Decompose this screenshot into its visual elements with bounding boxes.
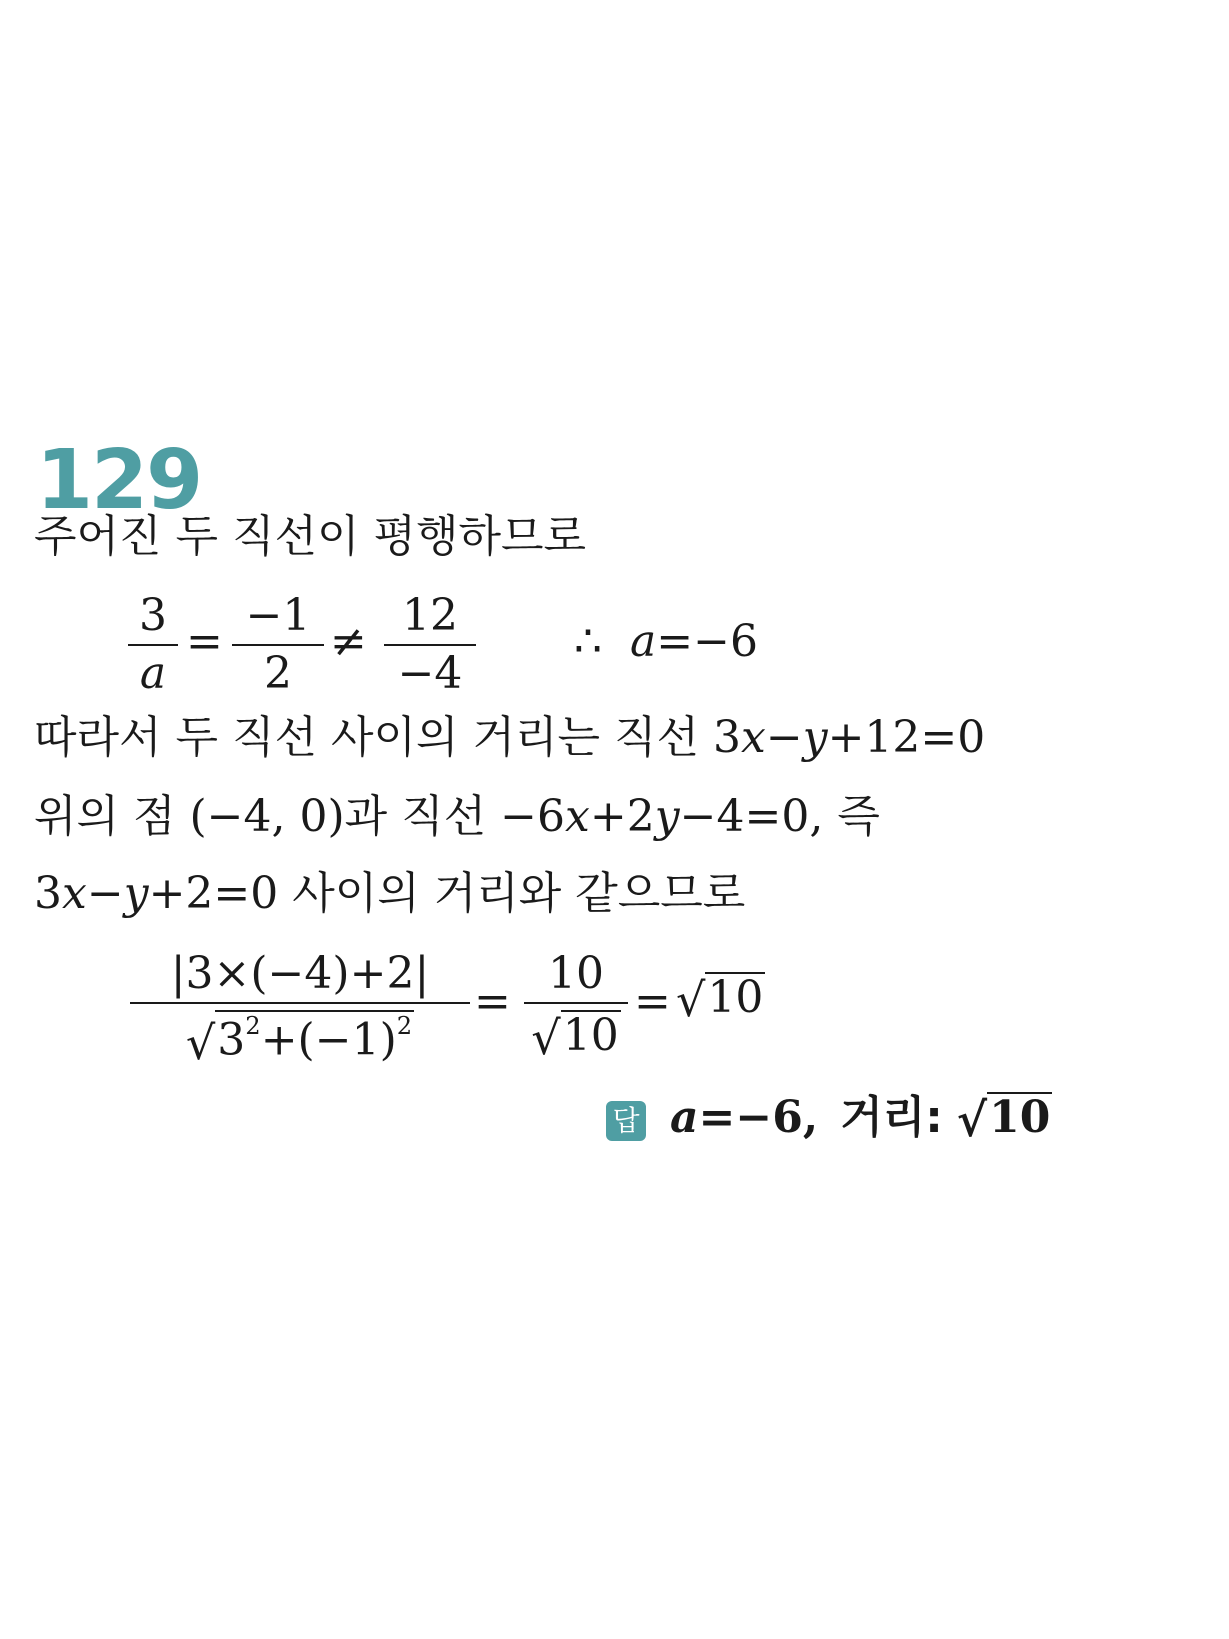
point-label: 위의 점	[34, 791, 176, 842]
fraction-numerator: 3	[139, 590, 167, 641]
result-a	[574, 616, 758, 667]
base: 3	[217, 1014, 246, 1066]
line-equation-1	[713, 712, 985, 763]
distance-text: 따라서 두 직선 사이의 거리는 직선	[34, 712, 699, 763]
coef: +2	[589, 791, 655, 842]
coef: 3	[713, 712, 741, 763]
var-y: y	[123, 868, 149, 919]
therefore-symbol: ∴	[574, 616, 602, 667]
answer-distance-label: 거리:	[840, 1092, 943, 1143]
sqrt-expression	[531, 1010, 620, 1065]
exponent: 2	[245, 1012, 261, 1040]
var-x: x	[741, 712, 766, 763]
distance-text-line	[34, 712, 986, 763]
op: −	[765, 712, 803, 763]
fraction-numerator: 10	[548, 948, 604, 999]
fraction-numerator: 12	[402, 590, 458, 641]
equivalent-line-text	[34, 868, 746, 919]
problem-number: 129	[36, 433, 202, 528]
fraction-bar	[232, 644, 324, 646]
result-value: =−6	[656, 616, 758, 667]
result-sqrt	[676, 972, 765, 1027]
fraction-denominator: −4	[397, 648, 463, 699]
equals-sign: =	[474, 976, 511, 1027]
rest: −4=0,	[679, 791, 824, 842]
fraction-bar	[524, 1002, 628, 1004]
answer-line	[606, 1092, 1052, 1147]
exponent: 2	[396, 1012, 413, 1040]
var-x: x	[62, 868, 87, 919]
fraction-12-over-neg4	[384, 590, 476, 699]
fraction-10-over-sqrt10	[524, 948, 628, 1065]
line-equation-3	[34, 868, 278, 919]
op: −	[86, 868, 124, 919]
answer-sqrt	[956, 1092, 1053, 1147]
point-coordinates: (−4, 0)	[189, 791, 345, 842]
fraction-3-over-a	[128, 590, 178, 699]
not-equal-sign: ≠	[330, 616, 367, 667]
fraction-bar	[128, 644, 178, 646]
fraction-numerator: −1	[245, 590, 311, 641]
radical-sign: √	[676, 973, 706, 1027]
sqrt-expression	[185, 1010, 414, 1070]
fraction-denominator	[130, 1010, 470, 1070]
point-line-text	[34, 791, 880, 842]
connector-text: 과 직선	[344, 791, 487, 842]
radical-sign: √	[531, 1011, 561, 1065]
distance-fraction	[130, 948, 470, 1070]
fraction-denominator	[524, 1010, 628, 1065]
answer-value: =−6,	[698, 1092, 819, 1143]
radicand: 10	[562, 1010, 619, 1061]
var-y: y	[802, 712, 828, 763]
equals-sign: =	[634, 976, 671, 1027]
line-equation-2	[500, 791, 823, 842]
radical-sign: √	[185, 1015, 216, 1070]
radicand: 10	[707, 972, 764, 1023]
answer-badge: 답	[606, 1101, 646, 1141]
fraction-bar	[384, 644, 476, 646]
fraction-neg1-over-2	[232, 590, 324, 699]
coef: −6	[500, 791, 566, 842]
rest: +2=0	[148, 868, 279, 919]
equals-sign: =	[186, 616, 223, 667]
radicand	[215, 1010, 414, 1066]
same-distance-text: 사이의 거리와 같으므로	[292, 868, 746, 919]
fraction-bar	[130, 1002, 470, 1004]
that-is-text: 즉	[837, 791, 880, 842]
var-x: x	[565, 791, 590, 842]
rest: +12=0	[827, 712, 986, 763]
radicand: 10	[989, 1092, 1051, 1143]
radical-sign: √	[956, 1093, 988, 1147]
fraction-denominator: 2	[264, 648, 292, 699]
term: +(−1)	[260, 1014, 397, 1066]
fraction-numerator: |3×(−4)+2|	[170, 948, 430, 999]
intro-text: 주어진 두 직선이 평행하므로	[34, 511, 587, 562]
var-y: y	[654, 791, 680, 842]
sqrt-expression	[676, 972, 765, 1027]
fraction-denominator: a	[139, 648, 167, 699]
coef: 3	[34, 868, 62, 919]
variable-a: a	[630, 616, 657, 667]
answer-variable: a	[670, 1092, 699, 1143]
